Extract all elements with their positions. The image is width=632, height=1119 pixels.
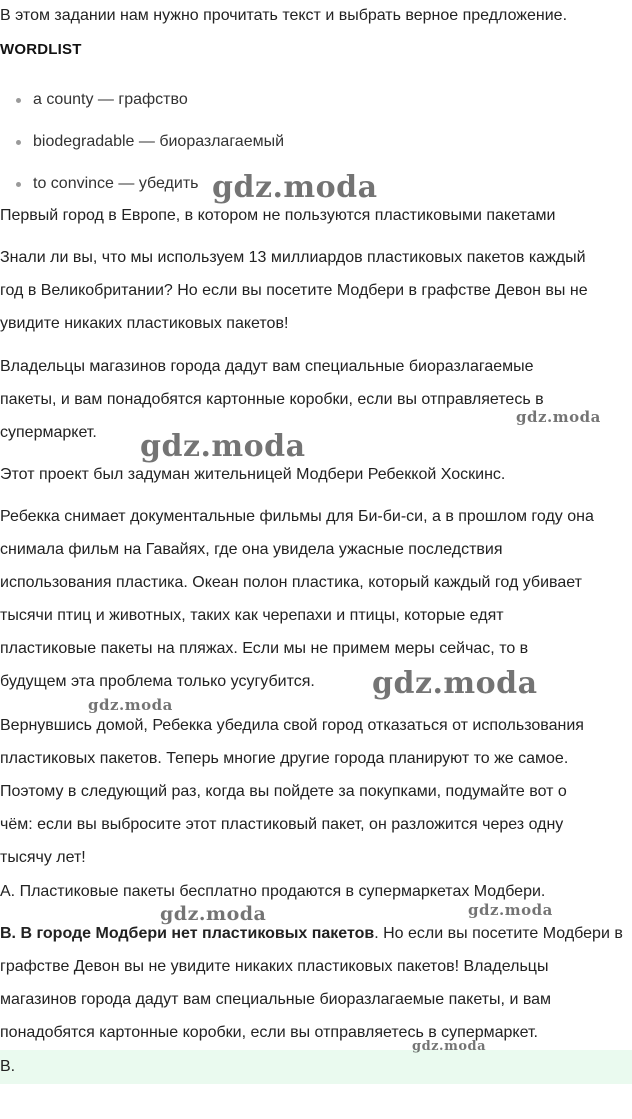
text-line: пластиковые пакеты на пляжах. Если мы не примем меры сейчас, то в	[0, 640, 529, 657]
text-line: графстве Девон вы не увидите никаких пластиковых пакетов! Владельцы	[0, 958, 549, 975]
text-line: супермаркет.	[0, 424, 97, 441]
text-line: пластиковых пакетов. Теперь многие другие города планируют то же самое.	[0, 750, 569, 767]
paragraph-5	[0, 709, 632, 874]
text-line: Поэтому в следующий раз, когда вы пойдете за покупками, подумайте вот о	[0, 783, 567, 800]
task-intro: В этом задании нам нужно прочитать текст и выбрать верное предложение.	[0, 7, 568, 24]
text-line: увидите никаких пластиковых пакетов!	[0, 315, 289, 332]
paragraph-2	[0, 350, 632, 449]
wordlist-heading: WORDLIST	[0, 41, 82, 58]
text-line: будущем эта проблема только усугубится.	[0, 673, 315, 690]
paragraph-3	[0, 458, 632, 491]
wordlist-item-text: a county — графство	[33, 91, 188, 108]
answer-b	[0, 917, 632, 1049]
bullet-icon	[16, 98, 21, 103]
text-line: пакеты, и вам понадобятся картонные коробки, если вы отправляетесь в	[0, 391, 544, 408]
text-line: Первый город в Европе, в котором не пользуются пластиковыми пакетами	[0, 207, 556, 224]
wordlist-item-text: to convince — убедить	[33, 175, 199, 192]
text-line: тысячу лет!	[0, 849, 86, 866]
paragraph-1	[0, 241, 632, 340]
answer-b-bold: B. В городе Модбери нет пластиковых пакетов	[0, 925, 375, 942]
final-answer-box	[0, 1050, 632, 1084]
answer-a-text: A. Пластиковые пакеты бесплатно продаются в супермаркетах Модбери.	[0, 883, 546, 900]
text-line: снимала фильм на Гавайях, где она увидела ужасные последствия	[0, 541, 503, 558]
text-line: Владельцы магазинов города дадут вам специальные биоразлагаемые	[0, 358, 534, 375]
text-line: Знали ли вы, что мы используем 13 миллиардов пластиковых пакетов каждый	[0, 249, 586, 266]
text-line	[0, 917, 632, 950]
watermark-logo: gdz.moda	[160, 903, 267, 925]
watermark-logo: gdz.moda	[468, 901, 553, 919]
text-line: Вернувшись домой, Ребекка убедила свой город отказаться от использования	[0, 717, 584, 734]
text-line: понадобятся картонные коробки, если вы отправляетесь в супермаркет.	[0, 1024, 538, 1041]
watermark-logo: gdz.moda	[88, 696, 173, 714]
text-line: Ребекка снимает документальные фильмы для Би-би-си, а в прошлом году она	[0, 508, 594, 525]
text-line: тысячи птиц и животных, таких как черепахи и птицы, которые едят	[0, 607, 504, 624]
text-line: магазинов города дадут вам специальные биоразлагаемые пакеты, и вам	[0, 991, 552, 1008]
text-line: год в Великобритании? Но если вы посетите Модбери в графстве Девон вы не	[0, 282, 588, 299]
watermark-logo: gdz.moda	[372, 666, 538, 701]
bullet-icon	[16, 182, 21, 187]
watermark-logo: gdz.moda	[412, 1039, 487, 1054]
bullet-icon	[16, 140, 21, 145]
final-answer: B.	[0, 1058, 16, 1075]
watermark-logo: gdz.moda	[516, 408, 601, 426]
watermark-logo: gdz.moda	[140, 429, 306, 464]
watermark-logo: gdz.moda	[212, 170, 378, 205]
text-line: Этот проект был задуман жительницей Модбери Ребеккой Хоскинс.	[0, 466, 506, 483]
answer-b-rest: . Но если вы посетите Модбери в	[374, 925, 623, 942]
wordlist-item-text: biodegradable — биоразлагаемый	[33, 133, 285, 150]
text-line: использования пластика. Океан полон пластика, который каждый год убивает	[0, 574, 582, 591]
text-line: чём: если вы выбросите этот пластиковый пакет, он разложится через одну	[0, 816, 564, 833]
